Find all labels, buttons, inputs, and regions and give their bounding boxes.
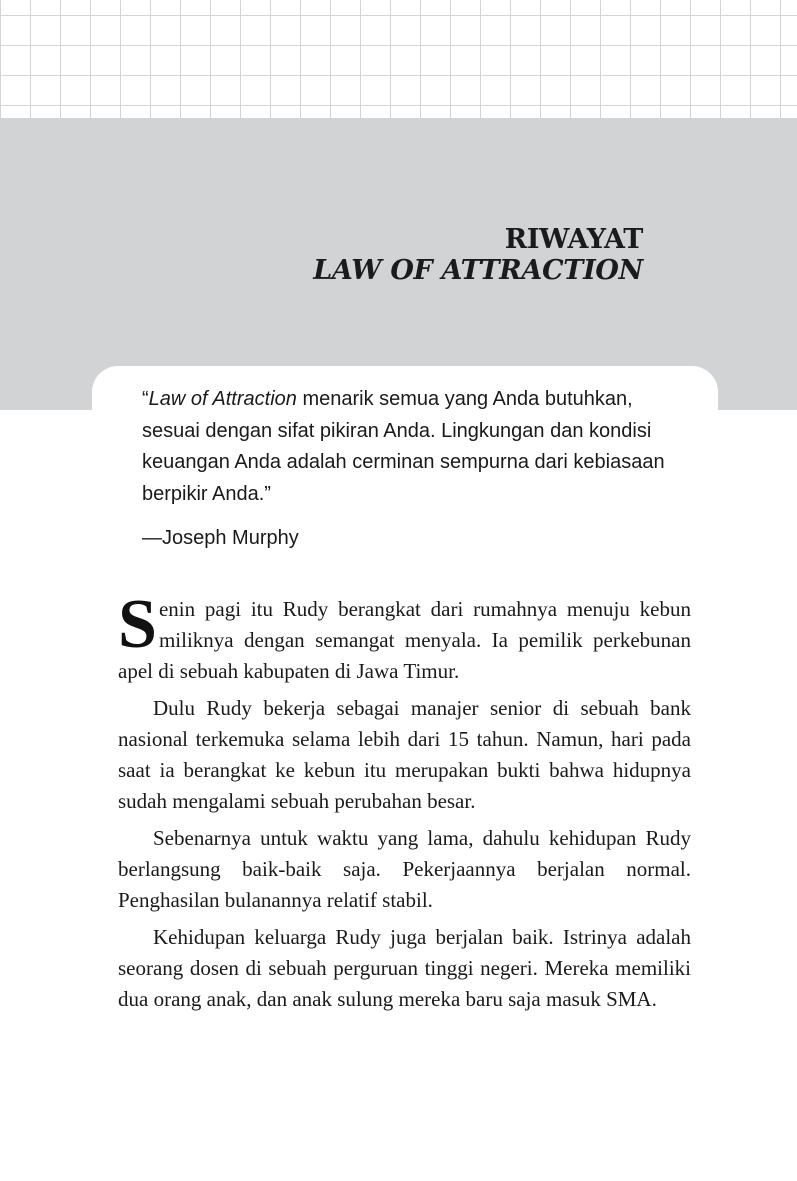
paragraph-1	[118, 586, 691, 687]
drop-cap: S	[118, 586, 157, 663]
body-text	[118, 586, 691, 1021]
quote-text	[142, 384, 682, 510]
quote-attribution: —Joseph Murphy	[142, 527, 299, 549]
quote-rest: menarik semua yang Anda butuhkan, sesuai dengan sifat pikiran Anda. Lingkungan dan kondisi keuangan Anda adalah cerminan sempurna dari kebiasaan berpikir Anda.”	[142, 388, 665, 505]
paragraph-1-text: enin pagi itu Rudy berangkat dari rumahnya menuju kebun miliknya dengan semangat menyala. Ia pemilik perkebunan apel di sebuah kabupaten di Jawa Timur.	[118, 597, 691, 683]
paragraph-2: Dulu Rudy bekerja sebagai manajer senior di sebuah bank nasional terkemuka selama lebih dari 15 tahun. Namun, hari pada saat ia berangkat ke kebun itu merupakan bukti bahwa hidupnya sudah mengalami sebuah perubahan besar.	[118, 696, 691, 813]
grid-background	[0, 0, 797, 118]
paragraph-3: Sebenarnya untuk waktu yang lama, dahulu kehidupan Rudy berlangsung baik-baik saja. Pekerjaannya berjalan normal. Penghasilan bulanannya relatif stabil.	[118, 826, 691, 912]
epigraph-quote	[142, 384, 682, 510]
quote-open-mark: “	[142, 388, 149, 410]
chapter-title-line2: LAW OF ATTRACTION	[313, 255, 643, 286]
chapter-title	[313, 224, 643, 286]
quote-italic-lead: Law of Attraction	[148, 388, 297, 410]
chapter-title-line1: RIWAYAT	[504, 224, 643, 255]
paragraph-4: Kehidupan keluarga Rudy juga berjalan baik. Istrinya adalah seorang dosen di sebuah perguruan tinggi negeri. Mereka memiliki dua orang anak, dan anak sulung mereka baru saja masuk SMA.	[118, 925, 691, 1011]
